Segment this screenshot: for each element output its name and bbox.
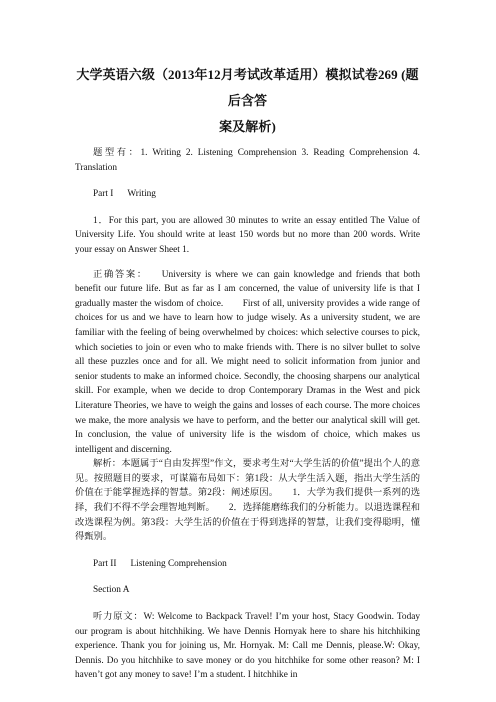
question-1: 1．For this part, you are allowed 30 minutes to write an essay entitled The Value of University Life. You should write at least 150 words but no more than 200 words. Write your essay on Answer Sheet 1. xyxy=(75,215,420,255)
title-line-1: 大学英语六级（2013年12月考试改革适用）模拟试卷269 (题后含答 xyxy=(76,67,419,108)
question-types: 题型有：1. Writing 2. Listening Comprehension 3. Reading Comprehension 4. Translation xyxy=(75,148,420,173)
part-2-heading xyxy=(75,557,420,572)
part-1-heading xyxy=(75,187,420,202)
part-1-label: Part I xyxy=(93,189,114,200)
part-2-label: Part II xyxy=(93,558,117,569)
section-a-heading: Section A xyxy=(93,585,130,596)
answer-text: University is where we can gain knowledge and friends that both benefit our future life. But as far as I am concerned, the value of university life is that I gradually master the wisdom of choice. First of all, university provides a wide range of choices for us and we have to learn how to judge wisely. As a university student, we are familiar with the feeling of being overwhelmed by choices: which selective courses to pick, which societies to join or even who to make friends with. There is no silver bullet to solve all these puzzles once and for all. We might need to solicit information from junior and senior students to make an informed choice. Secondly, the choosing sharpens our analytical skill. For example, when we decide to drop Contemporary Dramas in the West and pick Literature Theories, we have to weigh the gains and losses of each course. The more choices we make, the more analysis we have to perform, and the better our analytical skill will get. In conclusion, the value of university life is the wisdom of choice, which makes us intelligent and discerning. xyxy=(75,269,439,455)
answer-paragraph xyxy=(75,268,439,458)
listening-transcript: 听力原文：W: Welcome to Backpack Travel! I’m your host, Stacy Goodwin. Today our program is about hitchhiking. We have Dennis Hornyak here to share his hitchhiking experience. Thank you for joining us, Mr. Hornyak. M: Call me Dennis, please.W: Okay, Dennis. Do you hitchhike to save money or do you hitchhike for some other reason? M: I haven’t got any money to save! I’m a student. I hitchhike in xyxy=(75,612,420,681)
part-2-name: Listening Comprehension xyxy=(130,558,227,569)
answer-label: 正确答案： xyxy=(93,269,148,280)
title-line-2: 案及解析) xyxy=(219,119,276,134)
part-1-name: Writing xyxy=(127,189,156,200)
analysis-paragraph: 解析：本题属于“自由发挥型”作文，要求考生对“大学生活的价值”提出个人的意见。按照题目的要求，可谋篇布局如下：第1段：从大学生活入题，指出大学生活的价值在于能掌握选择的智慧。第2段：阐述原因。 1．大学为我们提供一系列的选择，我们不得不学会理智地判断。 2．选择能磨练我们的分析能力。以退选课程和改选课程为例。第3段：大学生活的价值在于得到选择的智慧，让我们变得聪明，懂得甄别。 xyxy=(75,459,420,543)
document-title xyxy=(75,62,420,140)
